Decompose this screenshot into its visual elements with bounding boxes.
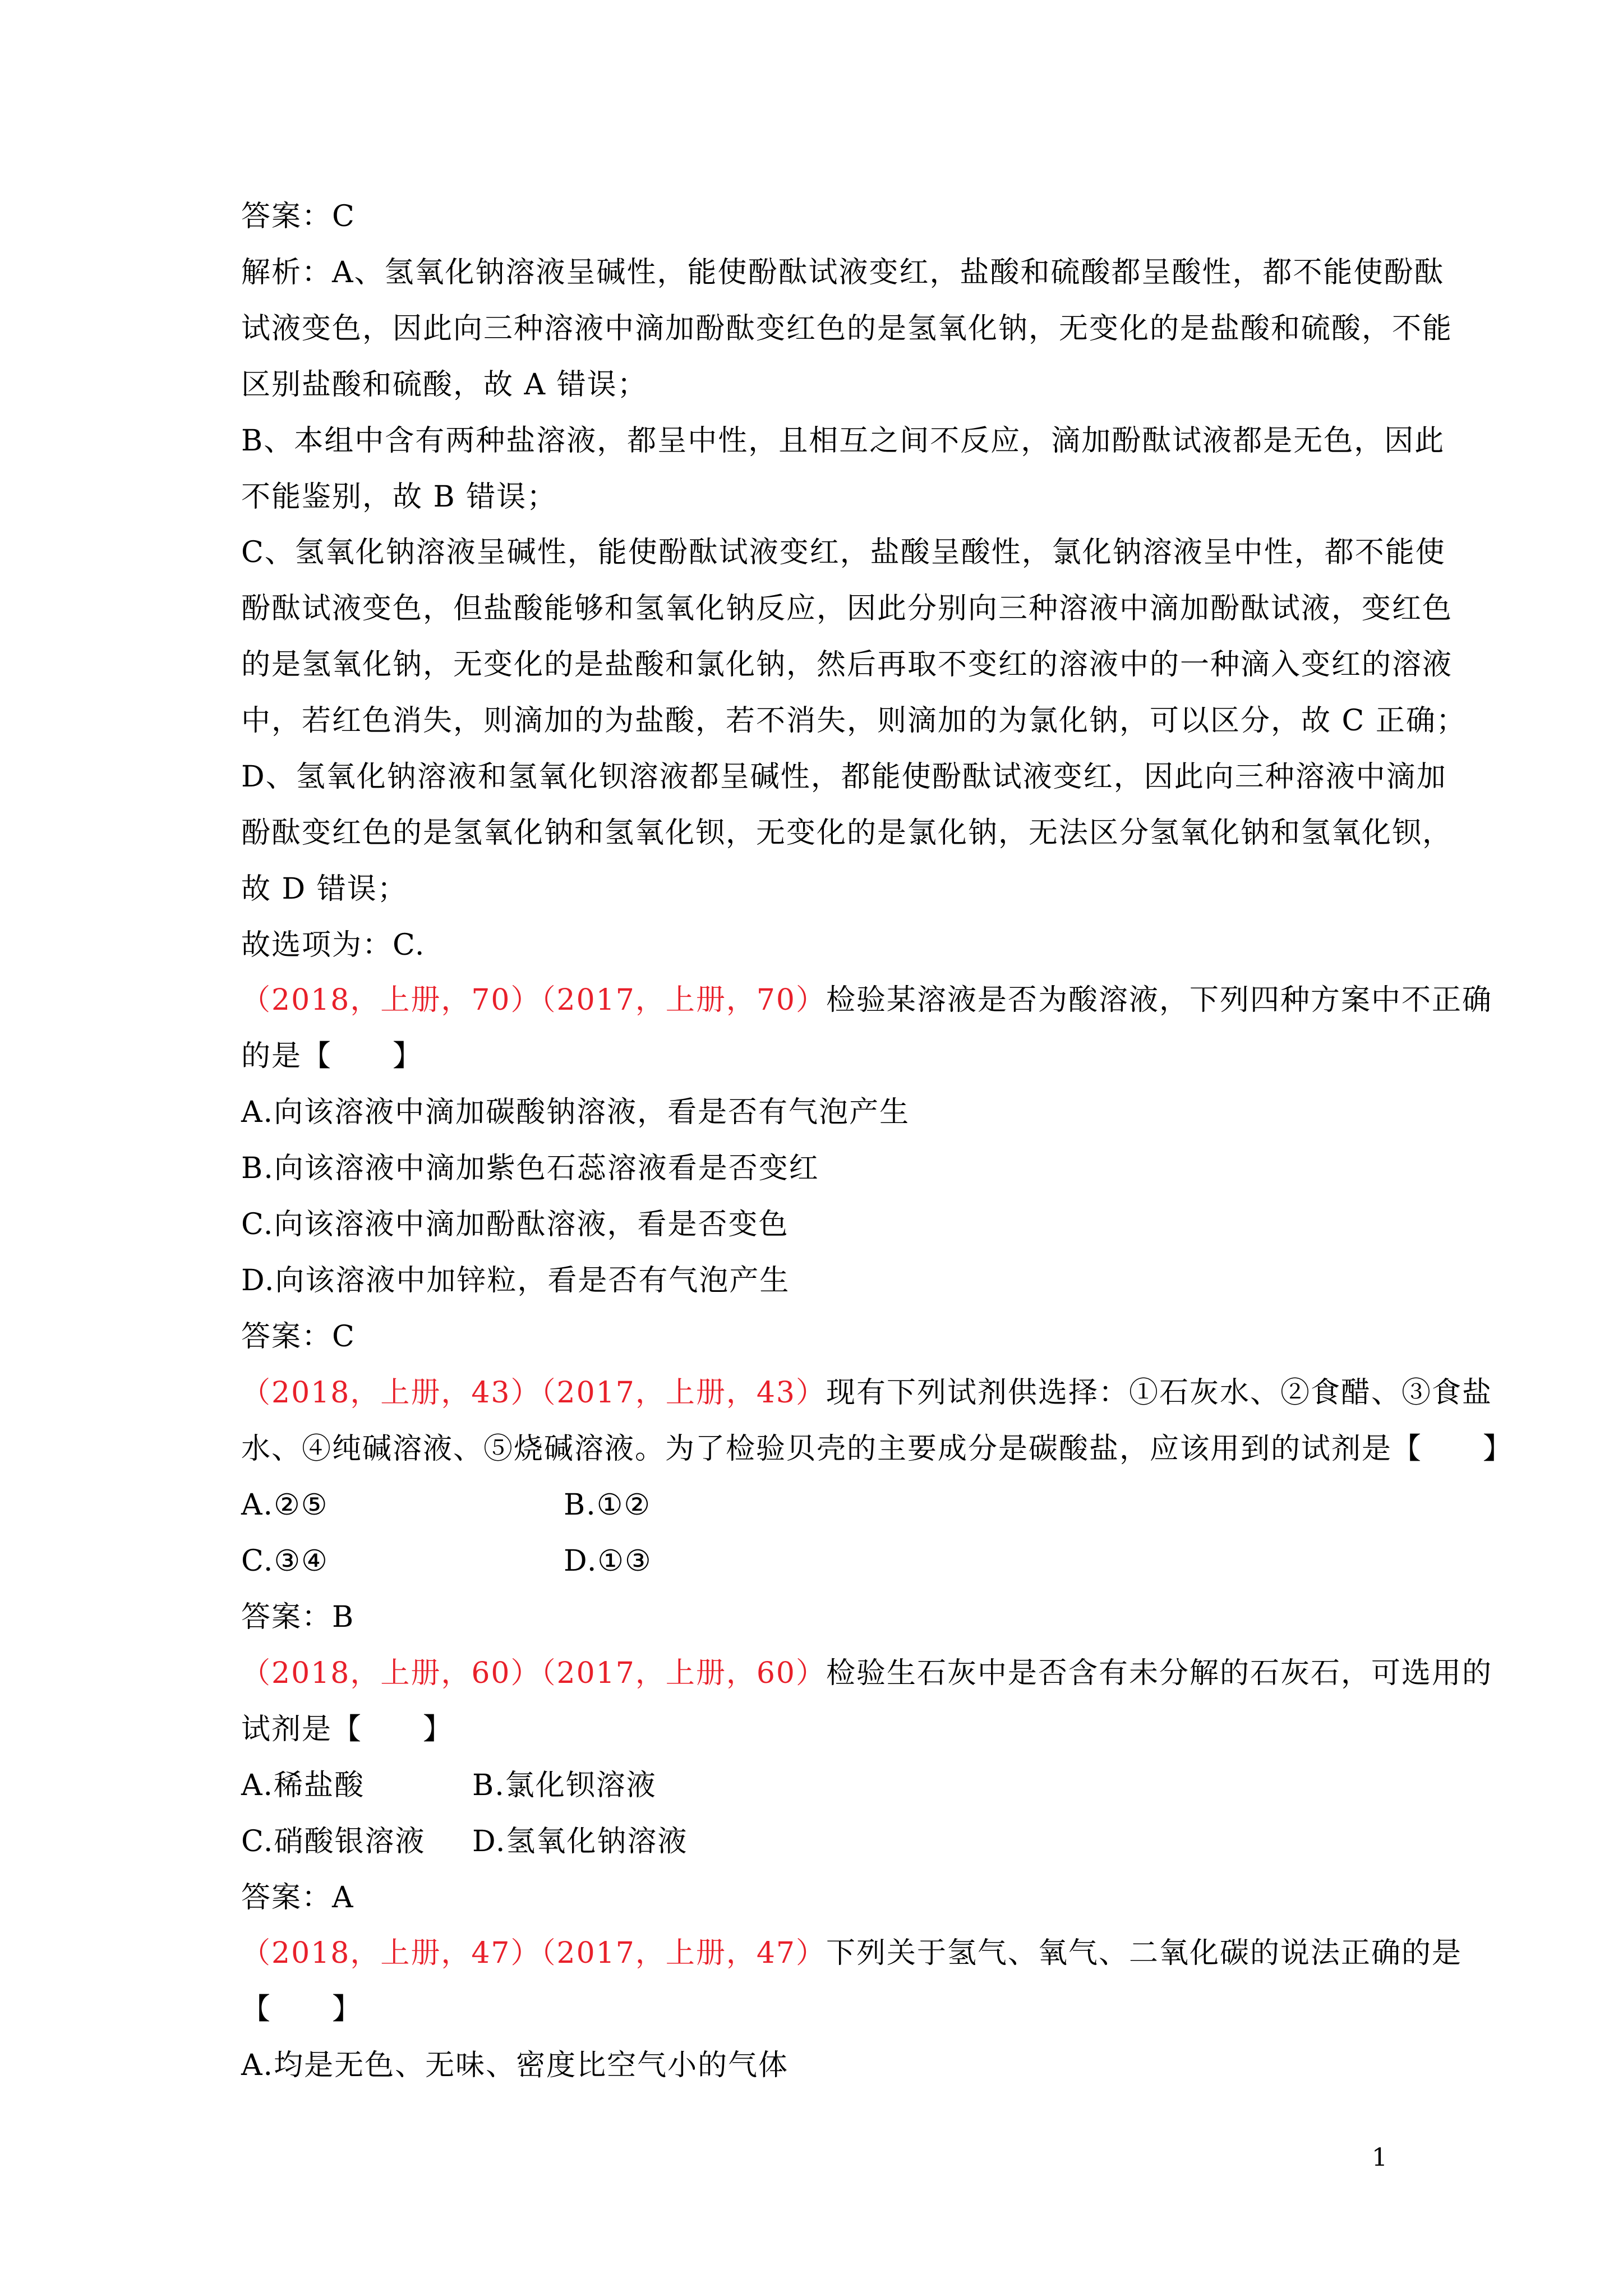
- question-line: [241, 1376, 1492, 1410]
- option-a: A.②⑤: [241, 1488, 329, 1522]
- question-source: （2018，上册，43）（2017，上册，43）: [241, 1376, 827, 1410]
- answer-line: 答案：C: [241, 200, 356, 233]
- option-row: [241, 1488, 651, 1522]
- option-c: C.向该溶液中滴加酚酞溶液，看是否变色: [241, 1208, 789, 1241]
- option-b: B.氯化钡溶液: [472, 1769, 657, 1802]
- analysis-line: D、氢氧化钠溶液和氢氧化钡溶液都呈碱性，都能使酚酞试液变红，因此向三种溶液中滴加: [241, 760, 1447, 794]
- question-source: （2018，上册，60）（2017，上册，60）: [241, 1657, 827, 1690]
- question-source: （2018，上册，47）（2017，上册，47）: [241, 1936, 827, 1970]
- question-line: 的是【 】: [241, 1039, 423, 1073]
- question-line: 【 】: [241, 1993, 363, 2026]
- conclusion-line: 故选项为：C.: [241, 928, 426, 962]
- analysis-line: 酚酞试液变色，但盐酸能够和氢氧化钠反应，因此分别向三种溶液中滴加酚酞试液，变红色: [241, 592, 1453, 625]
- question-source: （2018，上册，70）（2017，上册，70）: [241, 983, 827, 1017]
- question-line: 试剂是【 】: [241, 1713, 454, 1746]
- analysis-line: 酚酞变红色的是氢氧化钠和氢氧化钡，无变化的是氯化钠，无法区分氢氧化钠和氢氧化钡，: [241, 816, 1453, 850]
- analysis-line: B、本组中含有两种盐溶液，都呈中性，且相互之间不反应，滴加酚酞试液都是无色，因此: [241, 424, 1445, 458]
- page-number: 1: [1372, 2143, 1387, 2172]
- option-c: C.硝酸银溶液: [241, 1825, 426, 1858]
- question-text: 现有下列试剂供选择：①石灰水、②食醋、③食盐: [826, 1376, 1493, 1410]
- option-row: [241, 1825, 688, 1858]
- analysis-line: 区别盐酸和硫酸，故 A 错误；: [241, 368, 648, 402]
- option-b: B.①②: [564, 1488, 651, 1522]
- option-row: [241, 1769, 657, 1802]
- question-line: [241, 983, 1492, 1017]
- question-line: [241, 1657, 1492, 1690]
- question-text: 下列关于氢气、氧气、二氧化碳的说法正确的是: [826, 1936, 1463, 1970]
- answer-line: 答案：A: [241, 1881, 354, 1915]
- question-text: 检验生石灰中是否含有未分解的石灰石，可选用的: [826, 1657, 1493, 1690]
- question-line: [241, 1936, 1462, 1970]
- question-text: 检验某溶液是否为酸溶液，下列四种方案中不正确: [826, 983, 1493, 1017]
- option-d: D.氢氧化钠溶液: [472, 1825, 688, 1858]
- analysis-line: 试液变色，因此向三种溶液中滴加酚酞变红色的是氢氧化钠，无变化的是盐酸和硫酸，不能: [241, 312, 1453, 346]
- analysis-line: 解析：A、氢氧化钠溶液呈碱性，能使酚酞试液变红，盐酸和硫酸都呈酸性，都不能使酚酞: [241, 256, 1445, 289]
- analysis-line: 不能鉴别，故 B 错误；: [241, 480, 557, 514]
- option-c: C.③④: [241, 1544, 329, 1578]
- option-row: [241, 1544, 652, 1578]
- option-a: A.向该溶液中滴加碳酸钠溶液，看是否有气泡产生: [241, 1096, 910, 1129]
- option-a: A.稀盐酸: [241, 1769, 365, 1802]
- analysis-line: C、氢氧化钠溶液呈碱性，能使酚酞试液变红，盐酸呈酸性，氯化钠溶液呈中性，都不能使: [241, 536, 1446, 569]
- answer-line: 答案：B: [241, 1600, 355, 1634]
- option-b: B.向该溶液中滴加紫色石蕊溶液看是否变红: [241, 1152, 819, 1185]
- analysis-line: 的是氢氧化钠，无变化的是盐酸和氯化钠，然后再取不变红的溶液中的一种滴入变红的溶液: [241, 648, 1453, 682]
- question-line: 水、④纯碱溶液、⑤烧碱溶液。为了检验贝壳的主要成分是碳酸盐，应该用到的试剂是【 】: [241, 1432, 1514, 1466]
- option-d: D.向该溶液中加锌粒，看是否有气泡产生: [241, 1264, 790, 1297]
- analysis-line: 中，若红色消失，则滴加的为盐酸，若不消失，则滴加的为氯化钠，可以区分，故 C 正确；: [241, 704, 1467, 738]
- option-d: D.①③: [564, 1544, 652, 1578]
- analysis-line: 故 D 错误；: [241, 872, 408, 906]
- option-a: A.均是无色、无味、密度比空气小的气体: [241, 2049, 789, 2082]
- answer-line: 答案：C: [241, 1320, 356, 1354]
